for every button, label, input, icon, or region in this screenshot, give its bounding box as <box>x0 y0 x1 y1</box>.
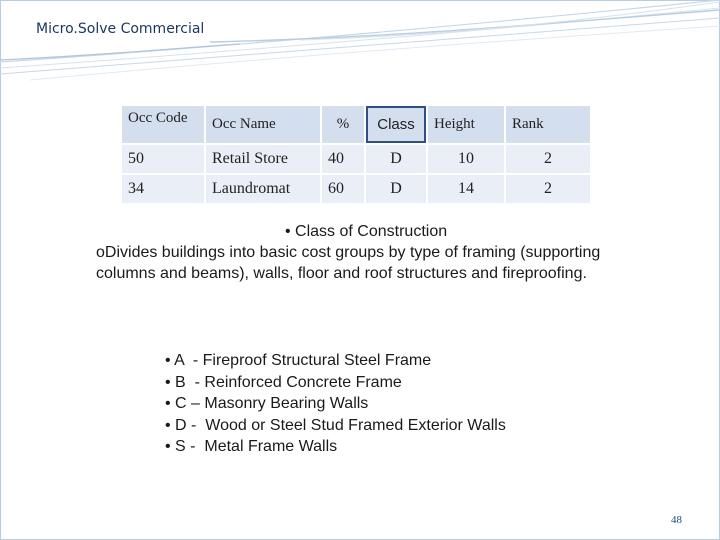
header-height: Height <box>428 106 504 143</box>
list-item: • D - Wood or Steel Stud Framed Exterior Walls <box>165 416 506 434</box>
class-of-construction-heading: • Class of Construction <box>285 223 448 240</box>
list-item: • B - Reinforced Concrete Frame <box>165 373 402 391</box>
header-occ-name: Occ Name <box>206 106 320 143</box>
page-number: 48 <box>671 514 682 526</box>
cell-height: 14 <box>428 175 504 203</box>
cell-class: D <box>366 145 426 173</box>
cell-height: 10 <box>428 145 504 173</box>
list-item: • S - Metal Frame Walls <box>165 438 338 455</box>
table-row <box>122 175 590 203</box>
cell-occ-name: Retail Store <box>206 145 320 173</box>
header-rank: Rank <box>506 106 590 143</box>
cell-occ-code: 34 <box>122 175 204 203</box>
cell-class: D <box>366 175 426 203</box>
occupancy-table <box>120 104 592 205</box>
construction-class-list <box>165 350 506 458</box>
cell-occ-name: Laundromat <box>206 175 320 203</box>
table-header-row <box>122 106 590 143</box>
list-item: • A - Fireproof Structural Steel Frame <box>165 352 432 369</box>
header-occ-code: Occ Code <box>122 106 204 143</box>
header-percent: % <box>322 106 364 143</box>
header-class: Class <box>366 106 426 143</box>
cell-rank: 2 <box>506 145 590 173</box>
header-swoosh-decoration <box>0 0 720 90</box>
class-description: oDivides buildings into basic cost groups by type of framing (supporting columns and beams), walls, floor and roof structures and fireproofing. <box>96 244 601 282</box>
cell-rank: 2 <box>506 175 590 203</box>
cell-occ-code: 50 <box>122 145 204 173</box>
table-row <box>122 145 590 173</box>
cell-percent: 60 <box>322 175 364 203</box>
list-item: • C – Masonry Bearing Walls <box>165 395 369 412</box>
cell-percent: 40 <box>322 145 364 173</box>
slide-title: Micro.Solve Commercial <box>36 21 205 37</box>
